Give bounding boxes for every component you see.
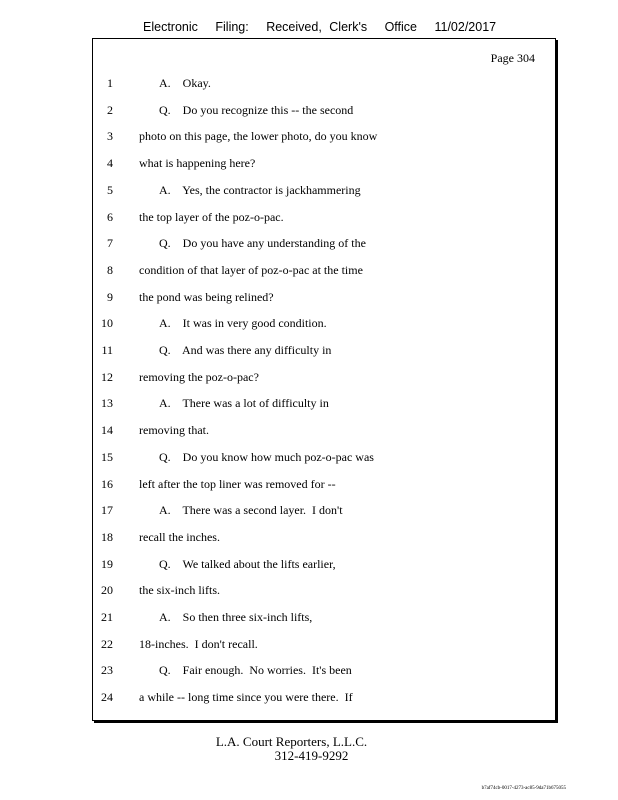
footer-phone: 312-419-9292 (274, 748, 349, 763)
line-number: 11 (101, 343, 113, 357)
line-number: 22 (101, 636, 113, 651)
line-number: 8 (107, 262, 113, 277)
line-text: Q. Do you know how much poz-o-pac was (159, 449, 374, 464)
transcript-line (93, 663, 555, 681)
filing-label-received: Received, (266, 20, 322, 34)
filing-label-electronic: Electronic (143, 20, 198, 34)
transcript-line (93, 343, 555, 361)
transcript-line (93, 316, 555, 334)
line-text: the six-inch lifts. (139, 583, 220, 598)
line-number: 15 (101, 449, 113, 464)
filing-label-clerks: Clerk's (329, 20, 368, 34)
line-number: 7 (107, 236, 113, 251)
filing-label-office: Office (384, 20, 417, 34)
line-text: removing that. (139, 423, 209, 438)
line-number: 12 (101, 369, 113, 384)
line-text: condition of that layer of poz-o-pac at the time (139, 262, 363, 277)
line-number: 3 (107, 129, 113, 144)
line-number: 23 (101, 663, 113, 678)
transcript-line (93, 637, 555, 655)
line-number: 17 (101, 503, 113, 518)
document-hash: b7af74cb-0017-4273-ac85-9da71b675055 (481, 786, 566, 791)
transcript-line (93, 183, 555, 201)
filing-label-filing: Filing: (215, 20, 249, 34)
line-text: the pond was being relined? (139, 289, 274, 304)
line-number: 18 (101, 529, 113, 544)
line-text: what is happening here? (139, 156, 256, 171)
line-number: 1 (107, 76, 113, 90)
line-text: A. So then three six-inch lifts, (159, 610, 313, 624)
transcript-line (93, 503, 555, 521)
transcript-line (93, 450, 555, 468)
transcript-line (93, 423, 555, 441)
line-number: 16 (101, 476, 113, 491)
footer-company: L.A. Court Reporters, L.L.C. (215, 734, 368, 749)
line-text: recall the inches. (139, 529, 220, 544)
transcript-line (93, 103, 555, 121)
line-number: 4 (107, 156, 113, 171)
line-text: A. There was a lot of difficulty in (159, 396, 329, 411)
line-number: 9 (107, 289, 113, 304)
line-number: 24 (101, 690, 113, 705)
line-number: 13 (101, 396, 113, 411)
line-number: 6 (107, 209, 113, 224)
transcript-line (93, 530, 555, 548)
line-text: Q. Do you recognize this -- the second (159, 102, 354, 117)
transcript-page (92, 38, 556, 721)
transcript-line (93, 210, 555, 228)
filing-date: 11/02/2017 (434, 20, 497, 34)
transcript-line (93, 290, 555, 308)
transcript-line (93, 477, 555, 495)
line-number: 19 (101, 556, 113, 571)
line-number: 10 (101, 316, 113, 331)
transcript-line (93, 610, 555, 628)
transcript-line (93, 396, 555, 414)
transcript-line (93, 236, 555, 254)
transcript-line (93, 583, 555, 601)
line-text: A. It was in very good condition. (159, 316, 327, 331)
page-number: Page 304 (490, 51, 535, 65)
line-text: removing the poz-o-pac? (139, 369, 259, 384)
line-text: the top layer of the poz-o-pac. (139, 209, 284, 224)
transcript-line (93, 690, 555, 708)
line-text: A. Yes, the contractor is jackhammering (159, 182, 361, 197)
transcript-line (93, 557, 555, 575)
transcript-line (93, 370, 555, 388)
line-text: photo on this page, the lower photo, do you know (139, 129, 378, 144)
line-text: Q. Fair enough. No worries. It's been (159, 663, 352, 678)
line-text: Q. Do you have any understanding of the (159, 236, 366, 251)
transcript-line (93, 156, 555, 174)
transcript-line (93, 76, 555, 94)
line-text: 18-inches. I don't recall. (139, 636, 258, 651)
line-number: 14 (101, 423, 113, 438)
line-number: 20 (101, 583, 113, 598)
line-number: 5 (107, 182, 113, 197)
line-text: Q. We talked about the lifts earlier, (159, 556, 336, 571)
line-text: A. There was a second layer. I don't (159, 503, 343, 518)
line-text: A. Okay. (159, 76, 211, 90)
transcript-line (93, 129, 555, 147)
line-text: left after the top liner was removed for -- (139, 476, 336, 491)
filing-header (143, 20, 510, 34)
line-text: a while -- long time since you were there. If (139, 690, 353, 705)
line-number: 21 (101, 610, 113, 624)
line-text: Q. And was there any difficulty in (159, 343, 332, 357)
line-number: 2 (107, 102, 113, 117)
transcript-line (93, 263, 555, 281)
